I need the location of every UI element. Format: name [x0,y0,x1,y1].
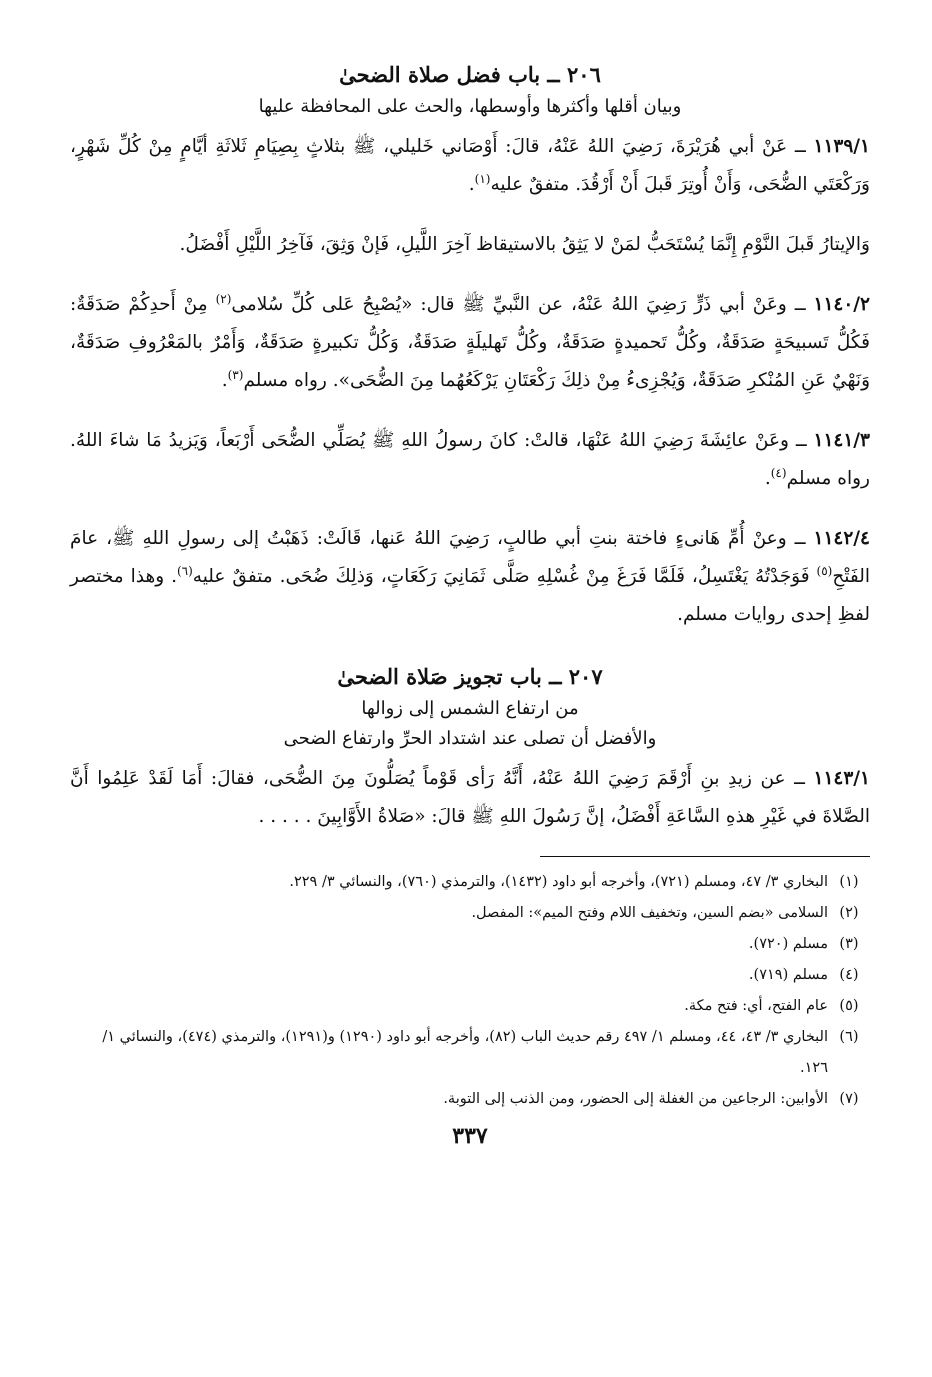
footnote-ref: (١) [474,171,491,186]
hadith-text: ــ وعنْ أُمِّ هَانىءٍ فاختة بنتِ أبي طالبٍ، رَضِيَ اللهُ عَنها، قَالَتْ: ذَهَبْتُ إلى رسولِ اللهِ ﷺ، عامَ الفَتْحِ [70,528,870,587]
footnote-number: (٣) [839,936,859,952]
footnote-number: (١) [839,874,859,890]
footnote-ref: (٥) [816,563,833,578]
footnote-number: (٤) [839,967,859,983]
hadith-text-continued: مِنْ أَحدِكُمْ صَدَقَةٌ: فَكُلُّ تَسبيحَةٍ صَدَقَةٌ، وكُلُّ تَحميدةٍ صَدَقَةٌ، وكُلُّ تَهليلَةٍ صَدَقَةٌ، وَكُلُّ تكبيرةٍ صَدَقَةٌ، وَأَمْرٌ بالمَعْرُوفِ صَدَقَةٌ، وَنَهْيٌ عَنِ المُنْكرِ صَدَقَةٌ، وَيُجْزِىءُ مِنْ ذلِكَ رَكْعَتَانِ يَرْكَعُهُما مِنَ الضُّحَى». رواه مسلم [70,294,870,391]
footnote-number: (٥) [839,998,859,1014]
footnote-number: (٢) [839,905,859,921]
footnote-item [70,898,870,929]
hadith-1142 [70,520,870,634]
footnote-item [70,991,870,1022]
chapter-207-subtitle-2: والأفضل أن تصلى عند اشتداد الحرِّ وارتفاع الضحى [283,728,657,749]
hadith-1143 [70,760,870,836]
footnote-item [70,867,870,898]
footnotes-list [70,867,870,1115]
hadith-1140 [70,286,870,400]
hadith-1139 [70,128,870,204]
hadith-number: ١١٤١/٣ [813,430,870,451]
footnote-text: البخاري ٣/ ٤٣، ٤٤، ومسلم ١/ ٤٩٧ رقم حديث الباب (٨٢)، وأخرجه أبو داود (١٢٩٠) و(١٢٩١)، والترمذي (٤٧٤)، والنسائي ١/ ١٢٦. [102,1029,828,1076]
footnote-ref: (٤) [770,465,787,480]
footnote-text: البخاري ٣/ ٤٧، ومسلم (٧٢١)، وأخرجه أبو داود (١٤٣٢)، والترمذي (٧٦٠)، والنسائي ٣/ ٢٢٩. [289,874,828,890]
hadith-text: ــ عَنْ أبي هُرَيْرَةَ، رَضِيَ اللهُ عَنْهُ، قالَ: أَوْصَاني خَليلي، ﷺ بثلاثٍ بِصِيَامِ ثَلاثَةِ أيَّامٍ مِنْ كُلِّ شَهْرٍ، وَرَكْعَتَي الضُّحَى، وَأَنْ أُوتِرَ قَبلَ أَنْ أَرْقُدَ. متفقٌ عليه [70,136,870,195]
footnote-text: عام الفتح، أي: فتح مكة. [684,998,828,1014]
chapter-207-subtitle-1: من ارتفاع الشمس إلى زوالها [361,698,579,719]
witr-commentary: وَالإيتارُ قَبلَ النَّوْمِ إِنَّمَا يُسْتَحَبُّ لمَنْ لا يَثِقُ بالاستيقاظ آخِرَ اللَّيلِ، فَإنْ وَثِقَ، فَآخِرُ اللَّيْلِ أَفْضَلُ. [179,234,870,255]
hadith-end: . [468,174,475,195]
footnote-item [70,960,870,991]
hadith-number: ١١٤٢/٤ [813,528,870,549]
chapter-206-subtitle: وبيان أقلها وأكثرها وأوسطها، والحث على المحافظة عليها [258,96,682,117]
footnote-ref: (٣) [227,367,244,382]
footnote-text: السلامى «بضم السين، وتخفيف اللام وفتح الميم»: المفصل. [471,905,828,921]
footnote-number: (٦) [839,1029,859,1045]
chapter-206-title: ٢٠٦ ــ باب فضل صلاة الضحىٰ [339,62,601,87]
footnote-text: الأوابين: الرجاعين من الغفلة إلى الحضور، ومن الذنب إلى التوبة. [443,1091,828,1107]
footnote-item [70,1084,870,1115]
hadith-text: ــ عن زيدِ بنِ أَرْقَمَ رَضِيَ اللهُ عَنْهُ، أَنَّهُ رَأى قَوْماً يُصَلُّونَ مِنَ الضُّحَى، فقالَ: أَمَا لَقَدْ عَلِمُوا أَنَّ الصَّلاةَ في غَيْرِ هذهِ السَّاعَةِ أَفْضَلُ، إنَّ رَسُولَ اللهِ ﷺ قالَ: «صَلاةُ الأَوَّابِينَ . . . . . [70,768,870,827]
footnote-text: مسلم (٧٢٠). [748,936,828,952]
hadith-text: ــ وعَنْ عائِشَةَ رَضِيَ اللهُ عَنْهَا، قالتْ: كانَ رسولُ اللهِ ﷺ يُصَلِّي الضُّحَى أَرْبَعاً، وَيَزيدُ مَا شاءَ اللهُ. رواه مسلم [70,430,870,489]
chapter-207-title: ٢٠٧ ــ باب تجويز صَلاة الضحىٰ [337,664,603,689]
hadith-end: . [221,370,228,391]
footnote-ref: (٢) [215,291,232,306]
hadith-text: ــ وعَنْ أبي ذَرٍّ رَضِيَ اللهُ عَنْهُ، عن النَّبيِّ ﷺ قال: «يُصْبِحُ عَلى كُلِّ سُلامى [231,294,806,315]
footnote-item [70,1022,870,1084]
footnote-divider [540,856,870,857]
hadith-number: ١١٤٠/٢ [813,294,870,315]
footnote-ref: (٦) [176,563,193,578]
footnote-item [70,929,870,960]
page-number: ٣٣٧ [452,1123,488,1149]
hadith-text-remark: . وهذا مختصر لفظِ إحدى روايات مسلم. [70,566,870,625]
hadith-number: ١١٣٩/١ [813,136,870,157]
hadith-number: ١١٤٣/١ [813,768,870,789]
footnote-text: مسلم (٧١٩). [748,967,828,983]
footnote-number: (٧) [839,1091,859,1107]
hadith-end: . [764,468,771,489]
hadith-text-continued: فَوَجَدْتُهُ يَغْتَسِلُ، فَلَمَّا فَرَغَ مِنْ غُسْلِهِ صَلَّى ثَمَانِيَ رَكَعَاتٍ، وَذلِكَ ضُحَى. متفقٌ عليه [192,566,810,587]
hadith-1141 [70,422,870,498]
document-page [70,58,870,1149]
